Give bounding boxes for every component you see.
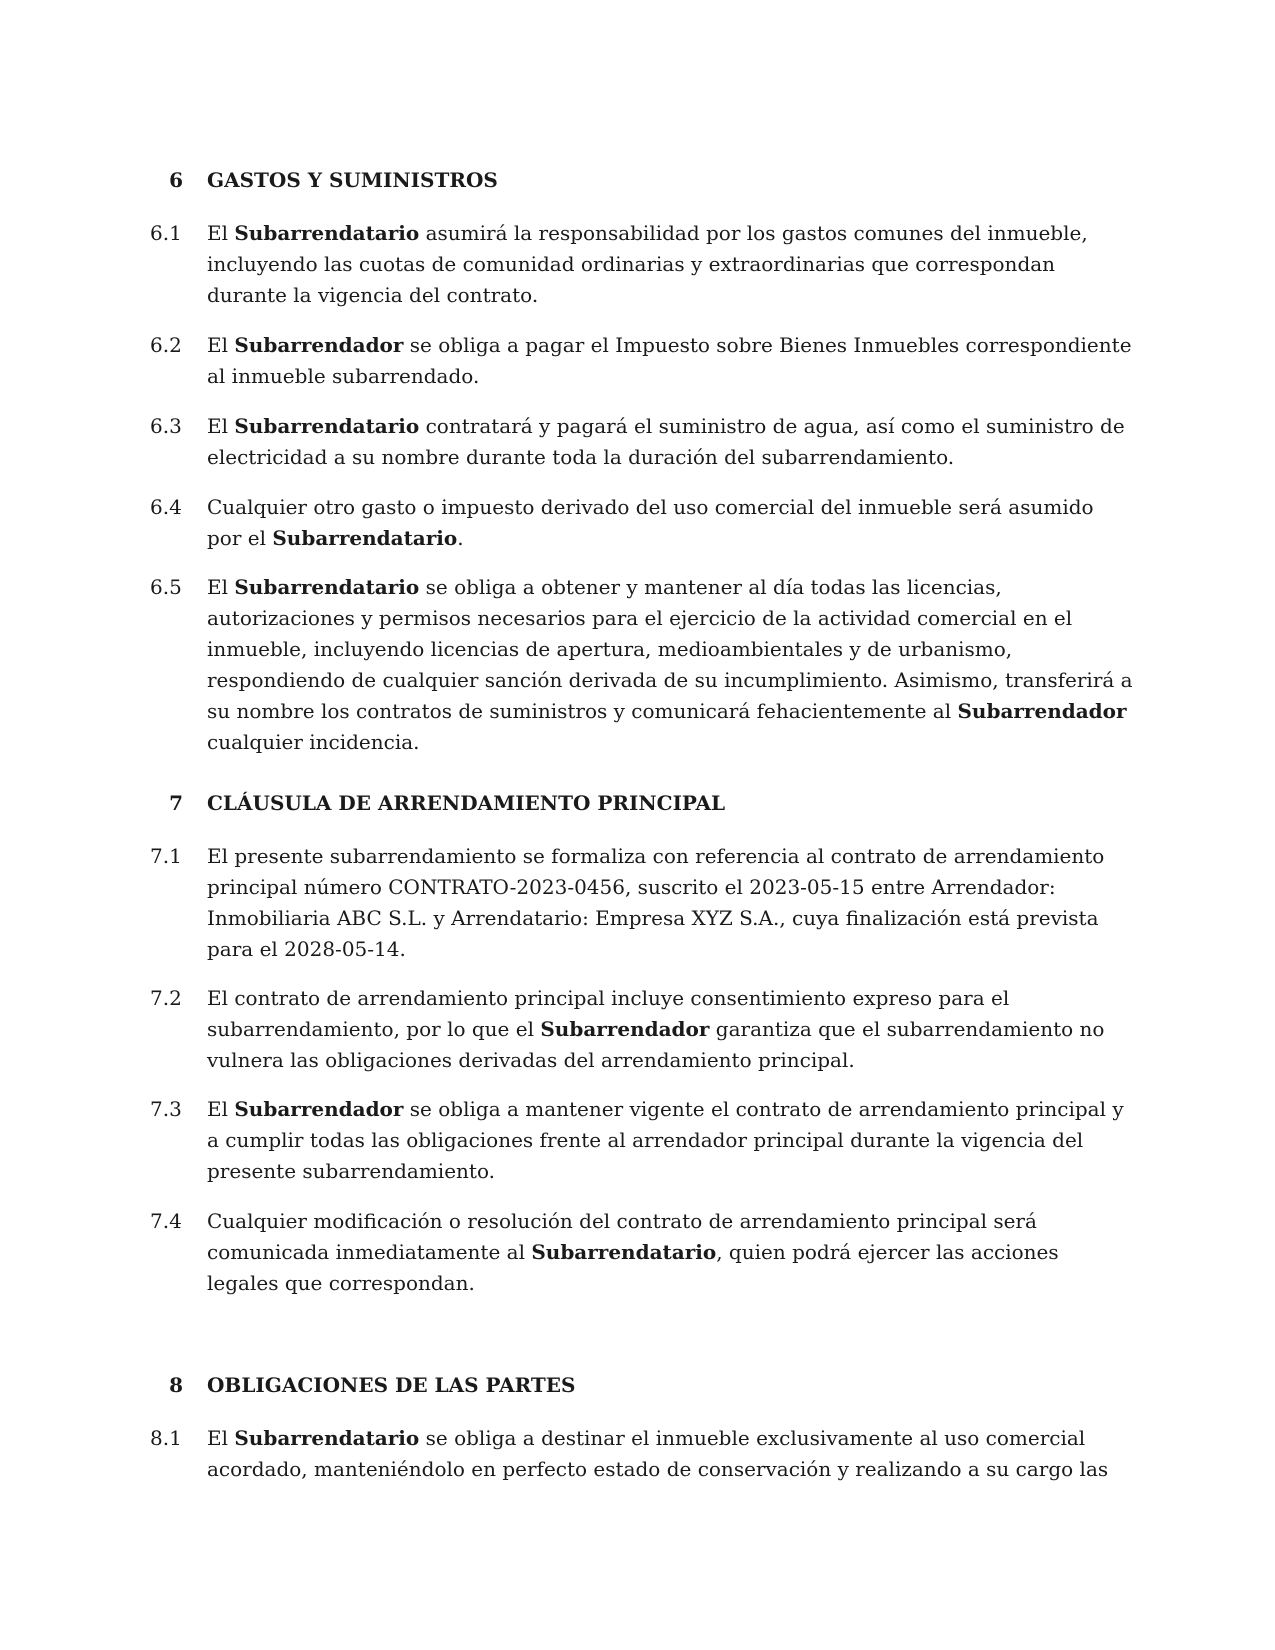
- section-title: GASTOS Y SUMINISTROS: [207, 168, 498, 192]
- section-number: 7: [169, 791, 183, 815]
- party-name: Subarrendatario: [234, 221, 420, 245]
- clause-text-segment: , quien podrá ejercer las acciones legales que correspondan.: [207, 1240, 1059, 1295]
- clause-number: 6.4: [150, 495, 182, 519]
- clause-text-segment: se obliga a mantener vigente el contrato de arrendamiento principal y a cumplir todas las obligaciones frente al arrendador principal durante la vigencia del presente subarrendamiento.: [207, 1097, 1124, 1183]
- clause-text-segment: se obliga a pagar el Impuesto sobre Bienes Inmuebles correspondiente al inmueble subarrendado.: [207, 333, 1132, 388]
- clause-text: [207, 218, 1133, 311]
- section-title: CLÁUSULA DE ARRENDAMIENTO PRINCIPAL: [207, 791, 726, 815]
- clause-text: [207, 572, 1133, 758]
- section-number: 8: [169, 1373, 183, 1397]
- clause-text: [207, 983, 1133, 1076]
- clause-text-segment: garantiza que el subarrendamiento no vulnera las obligaciones derivadas del arrendamiento principal.: [207, 1017, 1105, 1072]
- party-name: Subarrendador: [234, 333, 404, 357]
- clause-text: [207, 411, 1133, 473]
- clause-text-segment: se obliga a destinar el inmueble exclusivamente al uso comercial acordado, manteniéndolo en perfecto estado de conservación y realizando a su cargo las: [207, 1426, 1109, 1481]
- clause-number: 6.5: [150, 575, 182, 599]
- party-name: Subarrendatario: [272, 526, 458, 550]
- clause-text: [207, 841, 1133, 965]
- clause-text-segment: El: [207, 333, 235, 357]
- section-heading: [0, 788, 1275, 818]
- clause-text-segment: Cualquier otro gasto o impuesto derivado del uso comercial del inmueble será asumido por el: [207, 495, 1094, 550]
- clause-text: [207, 1206, 1133, 1299]
- clause-text-segment: El: [207, 1426, 235, 1450]
- party-name: Subarrendatario: [234, 575, 420, 599]
- clause-text-segment: El: [207, 414, 235, 438]
- clause-text-segment: El: [207, 1097, 235, 1121]
- clause-number: 7.3: [150, 1097, 182, 1121]
- clause-number: 6.2: [150, 333, 182, 357]
- section-heading: [0, 1370, 1275, 1400]
- clause-text: [207, 1094, 1133, 1187]
- section-title: OBLIGACIONES DE LAS PARTES: [207, 1373, 576, 1397]
- clause-text-segment: contratará y pagará el suministro de agua, así como el suministro de electricidad a su nombre durante toda la duración del subarrendamiento.: [207, 414, 1125, 469]
- clause-number: 8.1: [150, 1426, 182, 1450]
- party-name: Subarrendatario: [531, 1240, 717, 1264]
- clause-text: [207, 1423, 1133, 1485]
- party-name: Subarrendador: [957, 699, 1127, 723]
- section-number: 6: [169, 168, 183, 192]
- clause-text-segment: El contrato de arrendamiento principal incluye consentimiento expreso para el subarrendamiento, por lo que el: [207, 986, 1010, 1041]
- clause-number: 6.1: [150, 221, 182, 245]
- clause-text-segment: .: [457, 526, 464, 550]
- clause-text-segment: El presente subarrendamiento se formaliza con referencia al contrato de arrendamiento principal número CONTRATO-2023-0456, suscrito el 2023-05-15 entre Arrendador: Inmobiliaria ABC S.L. y Arrendatario: Empresa XYZ S.A., cuya finalización está prevista para el 2028-05-14.: [207, 844, 1105, 961]
- clause-number: 7.2: [150, 986, 182, 1010]
- clause-text-segment: cualquier incidencia.: [207, 730, 420, 754]
- clause-number: 7.4: [150, 1209, 182, 1233]
- clause-number: 7.1: [150, 844, 182, 868]
- section-heading: [0, 165, 1275, 195]
- clause-text-segment: El: [207, 575, 235, 599]
- clause-text-segment: El: [207, 221, 235, 245]
- clause-text-segment: asumirá la responsabilidad por los gastos comunes del inmueble, incluyendo las cuotas de comunidad ordinarias y extraordinarias que correspondan durante la vigencia del contrato.: [207, 221, 1088, 307]
- party-name: Subarrendador: [540, 1017, 710, 1041]
- clause-text-segment: Cualquier modificación o resolución del contrato de arrendamiento principal será comunicada inmediatamente al: [207, 1209, 1037, 1264]
- party-name: Subarrendador: [234, 1097, 404, 1121]
- clause-number: 6.3: [150, 414, 182, 438]
- clause-text: [207, 330, 1133, 392]
- party-name: Subarrendatario: [234, 414, 420, 438]
- clause-text: [207, 492, 1133, 554]
- party-name: Subarrendatario: [234, 1426, 420, 1450]
- clause-text-segment: se obliga a obtener y mantener al día todas las licencias, autorizaciones y permisos necesarios para el ejercicio de la actividad comercial en el inmueble, incluyendo licencias de apertura, medioambientales y de urbanismo, respondiendo de cualquier sanción derivada de su incumplimiento. Asimismo, transferirá a su nombre los contratos de suministros y comunicará fehacientemente al: [207, 575, 1133, 723]
